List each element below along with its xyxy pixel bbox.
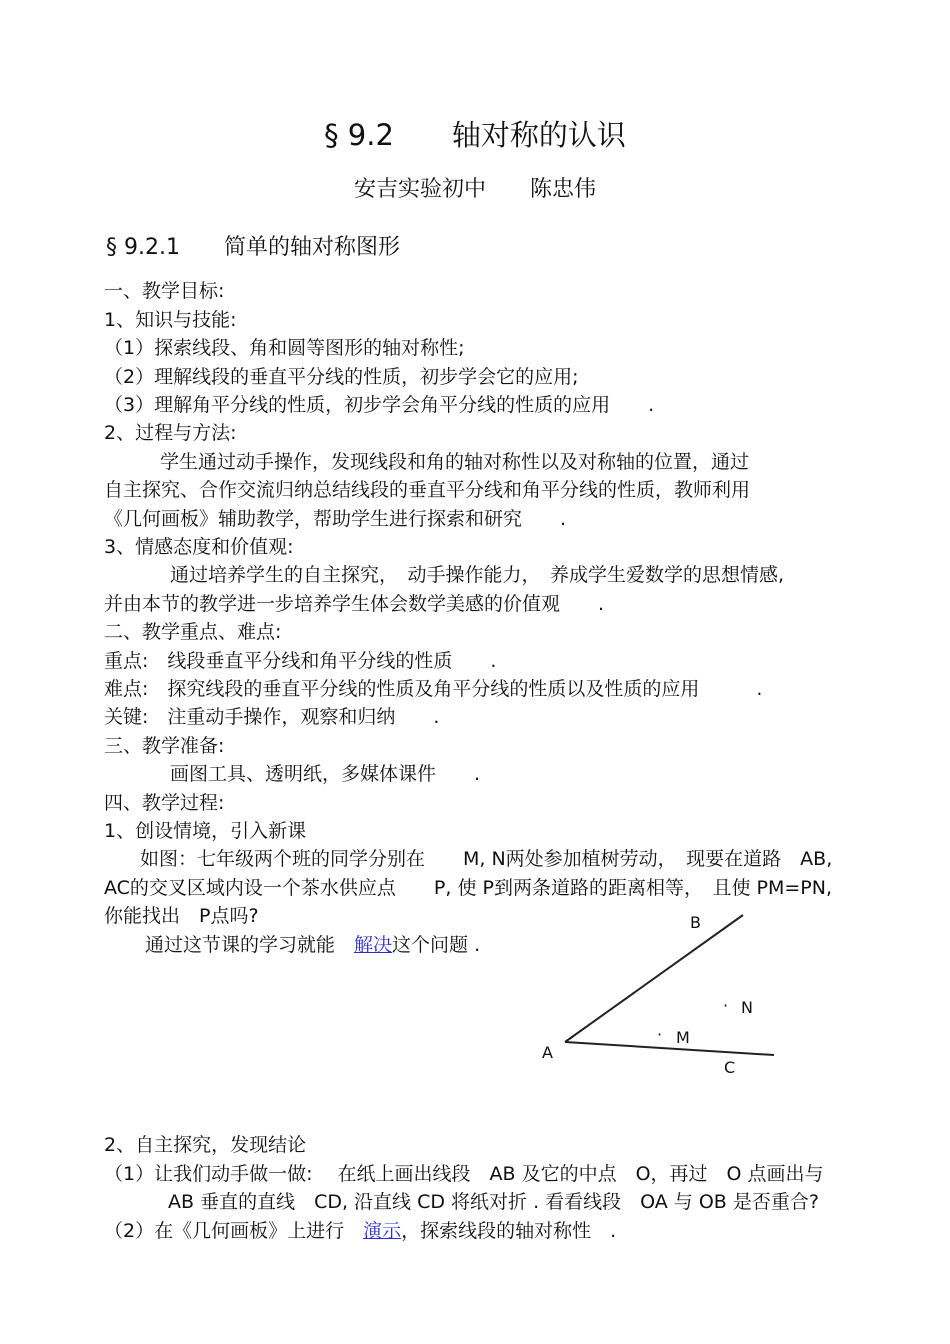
paragraph-line [145, 934, 480, 956]
paragraph-line: 你能找出 P点吗? [104, 905, 259, 927]
objective-item-1: （1）探索线段、角和圆等图形的轴对称性; [104, 337, 465, 359]
author-line: 安吉实验初中 陈忠伟 [353, 177, 596, 202]
text-segment: 这个问题 . [392, 934, 481, 956]
paragraph-line: 如图：七年级两个班的同学分别在 M, N两处参加植树劳动， 现要在道路 AB, [140, 848, 833, 870]
subheading-attitude-values: 3、情感态度和价值观: [104, 536, 294, 558]
label-a: A [542, 1043, 553, 1062]
objective-item-3: （3）理解角平分线的性质，初步学会角平分线的性质的应用 . [104, 394, 655, 416]
point-n-dot: · [723, 996, 729, 1015]
exploration-item-1-cont: AB 垂直的直线 CD, 沿直线 CD 将纸对折 . 看看线段 OA 与 OB 是否重合? [168, 1191, 819, 1213]
paragraph-line: 《几何画板》辅助教学，帮助学生进行探索和研究 . [104, 508, 567, 530]
ray-ab [565, 915, 743, 1042]
document-title: § 9.2 轴对称的认识 [324, 118, 626, 152]
subheading-scenario: 1、创设情境，引入新课 [104, 820, 307, 842]
heading-key-points: 二、教学重点、难点: [104, 621, 282, 643]
heading-preparation: 三、教学准备: [104, 735, 225, 757]
label-n: N [741, 998, 753, 1017]
angle-diagram [530, 905, 800, 1085]
objective-item-2: （2）理解线段的垂直平分线的性质，初步学会它的应用; [104, 366, 579, 388]
key-point-line: 重点: 线段垂直平分线和角平分线的性质 . [104, 650, 497, 672]
paragraph-line: AC的交叉区域内设一个茶水供应点 P, 使 P到两条道路的距离相等， 且使 PM=PN, [104, 877, 832, 899]
ray-ac [565, 1042, 774, 1055]
exploration-item-2 [104, 1220, 616, 1242]
text-segment: 通过这节课的学习就能 [145, 934, 355, 956]
paragraph-line: 通过培养学生的自主探究， 动手操作能力， 养成学生爱数学的思想情感, [170, 564, 785, 586]
subheading-knowledge-skills: 1、知识与技能: [104, 309, 237, 331]
paragraph-line: 并由本节的教学进一步培养学生体会数学美感的价值观 . [104, 593, 605, 615]
subheading-exploration: 2、自主探究，发现结论 [104, 1134, 307, 1156]
difficulty-line: 难点: 探究线段的垂直平分线的性质及角平分线的性质以及性质的应用 . [104, 678, 763, 700]
label-b: B [690, 913, 701, 932]
paragraph-line: 自主探究、合作交流归纳总结线段的垂直平分线和角平分线的性质，教师利用 [104, 479, 751, 501]
label-m: M [676, 1028, 690, 1047]
section-heading: § 9.2.1 简单的轴对称图形 [106, 235, 400, 260]
text-segment: ，探索线段的轴对称性 . [401, 1220, 617, 1242]
demo-link[interactable]: 演示 [363, 1220, 402, 1242]
exploration-item-1: （1）让我们动手做一做: 在纸上画出线段 AB 及它的中点 O，再过 O 点画出与 [104, 1163, 824, 1185]
heading-teaching-objectives: 一、教学目标: [104, 280, 225, 302]
key-line: 关键: 注重动手操作，观察和归纳 . [104, 706, 440, 728]
heading-teaching-process: 四、教学过程: [104, 792, 225, 814]
point-m-dot: · [657, 1025, 663, 1044]
solve-link[interactable]: 解决 [354, 934, 393, 956]
subheading-process-method: 2、过程与方法: [104, 422, 237, 444]
paragraph-line: 学生通过动手操作，发现线段和角的轴对称性以及对称轴的位置，通过 [160, 451, 750, 473]
text-segment: （2）在《几何画板》上进行 [104, 1220, 364, 1242]
label-c: C [724, 1058, 736, 1077]
preparation-line: 画图工具、透明纸，多媒体课件 . [170, 763, 481, 785]
